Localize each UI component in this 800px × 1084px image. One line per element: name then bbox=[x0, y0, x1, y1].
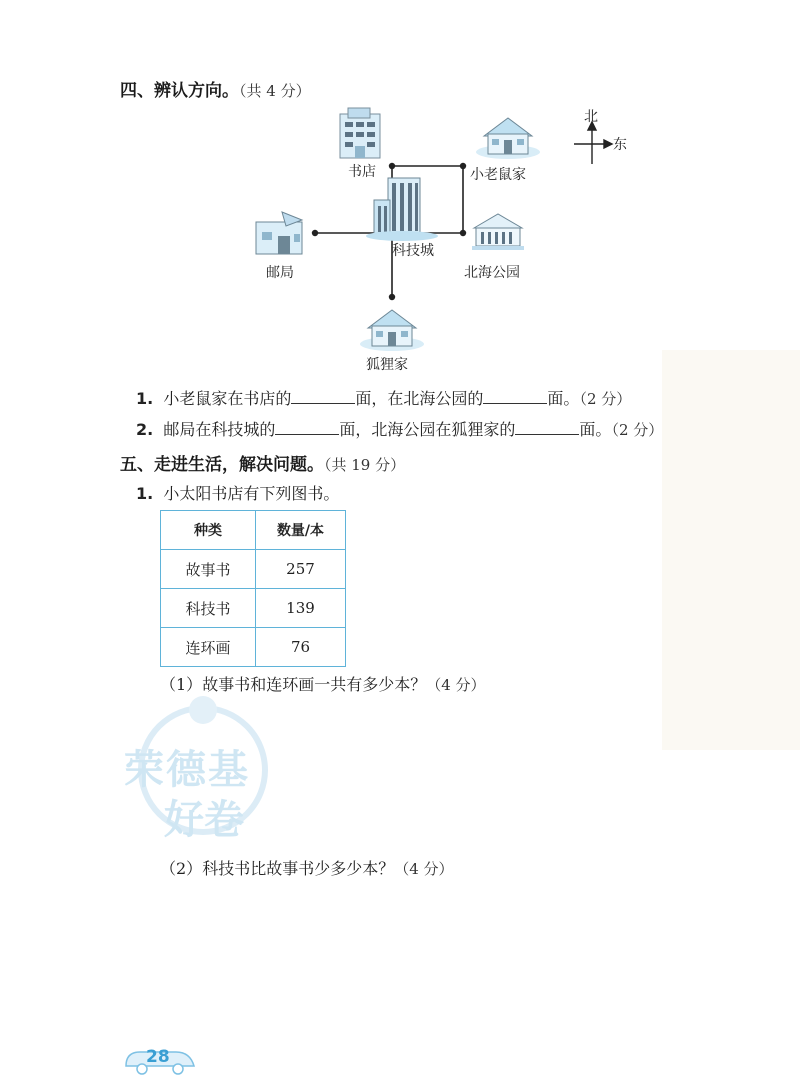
section5-title: 五、走进生活，解决问题。 bbox=[120, 455, 324, 475]
watermark-line1: 荣德基 bbox=[124, 747, 250, 793]
question-text-part2: 面，北海公园在狐狸家的 bbox=[339, 420, 516, 439]
question-text-part1: 邮局在科技城的 bbox=[163, 420, 276, 439]
compass-arrows bbox=[574, 122, 612, 164]
watermark-line2: 好卷 bbox=[164, 797, 244, 843]
answer-blank[interactable] bbox=[275, 420, 339, 435]
table-row bbox=[161, 550, 346, 589]
bookstore-building-icon bbox=[340, 108, 380, 158]
side-shade bbox=[662, 350, 800, 750]
node-bookstore bbox=[389, 163, 395, 169]
question-number: 1. bbox=[136, 389, 154, 408]
section4-points: （共 4 分） bbox=[239, 82, 311, 100]
subquestion-points: （4 分） bbox=[394, 860, 454, 878]
table-cell-count: 139 bbox=[256, 589, 346, 628]
question-number: 2. bbox=[136, 420, 154, 439]
mouse-home-icon bbox=[476, 118, 540, 159]
compass-east-label: 东 bbox=[613, 137, 627, 153]
label-mouse-home: 小老鼠家 bbox=[470, 167, 526, 183]
direction-map bbox=[240, 100, 660, 380]
subquestion-points: （4 分） bbox=[426, 676, 486, 694]
question-number: 1. bbox=[136, 484, 154, 503]
node-post-office bbox=[312, 230, 318, 236]
node-mouse-home bbox=[460, 163, 466, 169]
table-cell-count: 257 bbox=[256, 550, 346, 589]
question-text-part1: 小老鼠家在书店的 bbox=[163, 389, 292, 408]
section4-question-1 bbox=[136, 386, 631, 409]
subquestion-number: （1） bbox=[160, 675, 203, 694]
label-sci-tech-city: 科技城 bbox=[392, 243, 434, 259]
section4-question-2 bbox=[136, 417, 663, 440]
table-row bbox=[161, 628, 346, 667]
table-cell-kind: 故事书 bbox=[161, 550, 256, 589]
answer-area-1[interactable] bbox=[160, 700, 640, 840]
label-beihai-park: 北海公园 bbox=[464, 265, 520, 281]
table-row bbox=[161, 589, 346, 628]
subquestion-text: 故事书和连环画一共有多少本？ bbox=[202, 675, 427, 694]
fox-home-icon bbox=[360, 310, 424, 351]
label-bookstore: 书店 bbox=[348, 164, 376, 180]
book-table bbox=[160, 510, 346, 667]
table-cell-kind: 连环画 bbox=[161, 628, 256, 667]
table-header-row bbox=[161, 511, 346, 550]
page-number: 28 bbox=[146, 1047, 170, 1067]
question-text-part3: 面。 bbox=[579, 420, 612, 439]
sci-tech-city-icon bbox=[366, 178, 438, 241]
question-text: 小太阳书店有下列图书。 bbox=[163, 484, 340, 503]
node-beihai-park bbox=[460, 230, 466, 236]
question-points: （2 分） bbox=[579, 390, 632, 408]
question-points: （2 分） bbox=[611, 421, 664, 439]
table-header-count: 数量/本 bbox=[256, 511, 346, 550]
compass-north-label: 北 bbox=[584, 109, 598, 125]
subquestion-text: 科技书比故事书少多少本？ bbox=[202, 859, 395, 878]
section5-points: （共 19 分） bbox=[324, 456, 406, 474]
question-text-part3: 面。 bbox=[547, 389, 580, 408]
beihai-park-icon bbox=[472, 214, 524, 250]
node-fox-home bbox=[389, 294, 395, 300]
subquestion-2 bbox=[160, 856, 454, 879]
answer-blank[interactable] bbox=[483, 389, 547, 404]
answer-blank[interactable] bbox=[291, 389, 355, 404]
section4-title: 四、辨认方向。 bbox=[120, 81, 239, 101]
question-text-part2: 面，在北海公园的 bbox=[355, 389, 484, 408]
section5-question-1 bbox=[136, 481, 339, 504]
table-cell-count: 76 bbox=[256, 628, 346, 667]
table-header-kind: 种类 bbox=[161, 511, 256, 550]
subquestion-1 bbox=[160, 672, 486, 695]
label-fox-home: 狐狸家 bbox=[366, 357, 408, 373]
subquestion-number: （2） bbox=[160, 859, 203, 878]
answer-blank[interactable] bbox=[515, 420, 579, 435]
answer-area-2[interactable] bbox=[160, 884, 640, 1024]
section4-heading bbox=[120, 76, 311, 101]
label-post-office: 邮局 bbox=[266, 265, 294, 281]
section5-heading bbox=[120, 450, 405, 475]
post-office-icon bbox=[256, 212, 302, 254]
table-cell-kind: 科技书 bbox=[161, 589, 256, 628]
